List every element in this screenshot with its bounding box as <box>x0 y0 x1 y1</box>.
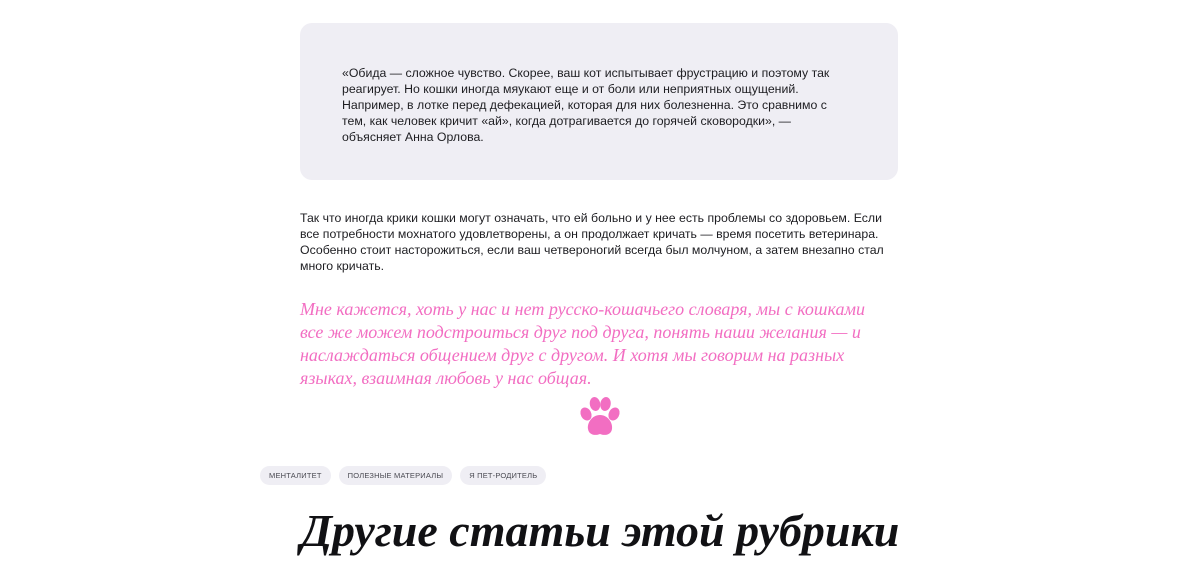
tag-pet-parent[interactable]: Я ПЕТ-РОДИТЕЛЬ <box>460 466 546 485</box>
related-articles-title: Другие статьи этой рубрики <box>300 505 900 556</box>
expert-quote-text: «Обида — сложное чувство. Скорее, ваш кот испытывает фрустрацию и поэтому так реагирует. Но кошки иногда мяукают еще и от боли или неприятных ощущений. Например, в лотке перед дефекацией, которая для них болезненна. Это сравнимо с тем, как человек кричит «ай», когда дотрагивается до горячей сковородки», — объясняет Анна Орлова. <box>342 66 830 144</box>
paw-icon <box>578 396 622 438</box>
highlighted-conclusion: Мне кажется, хоть у нас и нет русско-кошачьего словаря, мы с кошками все же можем подстроиться друг под друга, понять наши желания — и наслаждаться общением друг с другом. И хотя мы говорим на разных языках, взаимная любовь у нас общая. <box>300 299 865 388</box>
article-tags <box>260 466 546 485</box>
tag-mentalitet[interactable]: МЕНТАЛИТЕТ <box>260 466 331 485</box>
expert-quote-box <box>300 23 898 180</box>
article-paragraph: Так что иногда крики кошки могут означать, что ей больно и у нее есть проблемы со здоровьем. Если все потребности мохнатого удовлетворены, а он продолжает кричать — время посетить ветеринара. Особенно стоит насторожиться, если ваш четвероногий всегда был молчуном, а затем внезапно стал много кричать. <box>300 211 884 273</box>
tag-useful-materials[interactable]: ПОЛЕЗНЫЕ МАТЕРИАЛЫ <box>339 466 453 485</box>
